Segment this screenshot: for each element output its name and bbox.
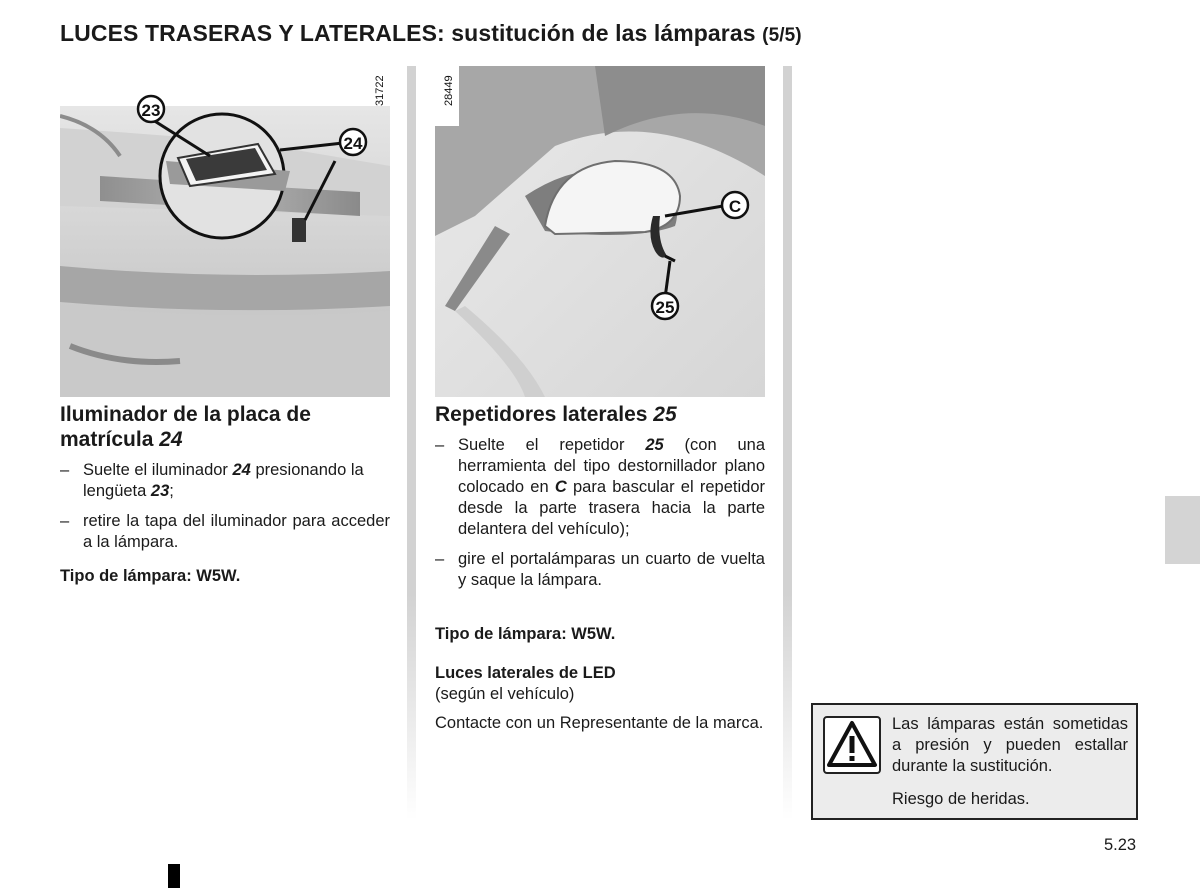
section-heading-license-plate: Iluminador de la placa de matrícula 24 xyxy=(60,403,311,451)
figure-reference: 31722 xyxy=(374,75,386,106)
warning-text: Las lámparas están sometidas a presión y pueden estallar durante la sustitución. xyxy=(892,715,1128,775)
page-edge-marker xyxy=(168,864,180,888)
column-separator xyxy=(407,66,416,820)
side-repeater-figure xyxy=(435,66,765,397)
warning-box xyxy=(811,703,1138,820)
warning-risk: Riesgo de heridas. xyxy=(892,790,1030,808)
list-item: – gire el portalámparas un cuarto de vuelta y saque la lámpara. xyxy=(435,550,765,589)
page-title-suffix: (5/5) xyxy=(762,25,802,46)
led-subheading: (según el vehículo) xyxy=(435,685,575,703)
figure-reference: 28449 xyxy=(443,75,455,106)
license-plate-illustration xyxy=(60,66,390,397)
list-item: – Suelte el repetidor 25 (con una herramienta del tipo destornillador plano colocado en C para bascular el repetidor desde la parte trasera hacia la parte delantera del vehículo); xyxy=(435,436,765,538)
side-repeater-illustration xyxy=(435,66,765,397)
callout-c: C xyxy=(728,197,742,216)
section-heading-side-repeaters: Repetidores laterales 25 xyxy=(435,403,677,426)
list-dash: – xyxy=(60,512,70,530)
list-item: – retire la tapa del iluminador para acceder a la lámpara. xyxy=(60,512,390,551)
list-dash: – xyxy=(435,436,445,454)
column-separator xyxy=(783,66,792,820)
page-number: 5.23 xyxy=(1104,836,1137,854)
side-repeater-steps xyxy=(435,435,765,600)
page-title: LUCES TRASERAS Y LATERALES: sustitución de las lámparas (5/5) xyxy=(60,20,802,46)
list-dash: – xyxy=(60,461,70,479)
list-item: – Suelte el iluminador 24 presionando la lengüeta 23; xyxy=(60,461,364,500)
callout-25: 25 xyxy=(655,298,675,317)
license-plate-light-figure xyxy=(60,66,390,397)
lamp-type-left: Tipo de lámpara: W5W. xyxy=(60,567,241,585)
callout-24: 24 xyxy=(343,134,363,153)
lamp-type-middle: Tipo de lámpara: W5W. xyxy=(435,625,616,643)
license-plate-steps xyxy=(60,460,390,562)
led-text: Contacte con un Representante de la marca. xyxy=(435,714,764,732)
warning-triangle-icon xyxy=(823,716,881,774)
callout-23: 23 xyxy=(141,101,161,120)
chapter-tab xyxy=(1165,496,1200,564)
heading-number: 25 xyxy=(653,403,677,426)
led-heading: Luces laterales de LED xyxy=(435,664,616,682)
list-dash: – xyxy=(435,550,445,568)
heading-number: 24 xyxy=(159,428,183,451)
